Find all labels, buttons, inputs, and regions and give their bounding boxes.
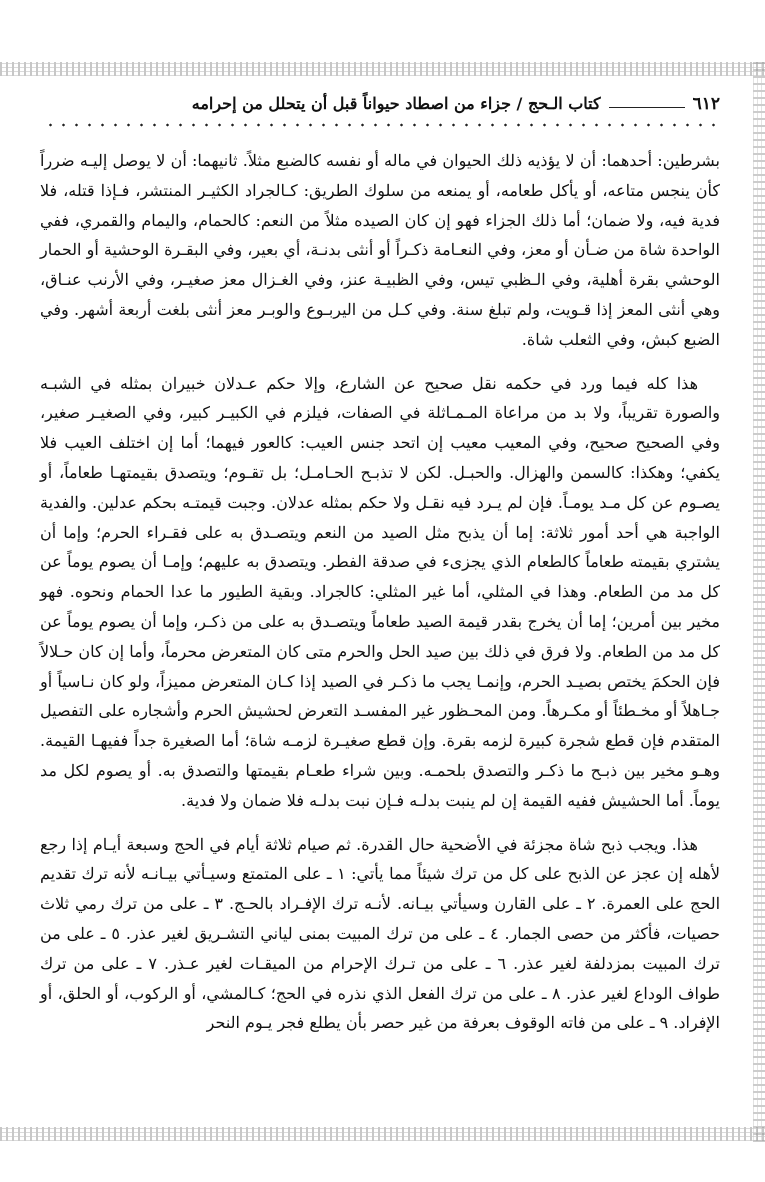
- paragraph-2: هذا كله فيما ورد في حكمه نقل صحيح عن الشارع، وإلا حكم عـدلان خبيران بمثله في الشبـه والصورة تقريباً، ولا بد من مراعاة المـمـاثلة في الصفات، فيلزم في الكبيـر كبير، وفي الصغيـر صغير، وفي الصحيح صحيح، وفي المعيب معيب إن اتحد جنس العيب: كالعور فيهما؛ أما إن اختلف العيب فلا يكفي؛ وهكذا: كالسمن والهزال. والحبـل. لكن لا تذبـح الحـامـل؛ بل تقـوم؛ ويتصدق بقيمتهـا طعاماً، أو يصـوم عن كل مـد يومـاً. فإن لم يـرد فيه نقـل ولا حكم بمثله عدلان. وجبت قيمتـه بحكم عدلين. والفدية الواجبة هي أحد أمور ثلاثة: إما أن يذبح مثل الصيد من النعم ويتصـدق به على فقـراء الحرم؛ وإما أن يشتري بقيمته طعاماً كالطعام الذي يجزىء في صدقة الفطر. ويتصدق به عليهم؛ وإمـا أن يصوم يوماً عن كل مد من الطعام. وهذا في المثلي، أما غير المثلي: كالجراد. وبقية الطيور ما عدا الحمام ونحوه. فهو مخير بين أمرين؛ إما أن يخرج بقدر قيمة الصيد طعاماً ويتصـدق به على من ذكـر، وإما أن يصوم يوماً عن كل مد من الطعام. ولا فرق في ذلك بين صيد الحل والحرم متى كان المتعرض محرماً، وأما إن كان حـلالاً فإن الحكمَ يختص بصيـد الحرم، وإنمـا يجب ما ذكـر في الصيد إذا كـان المتعرض مميزاً، ولو كان نـاسياً أو جـاهلاً أو مخـطئاً أو مكـرهاً. ومن المحـظور غير المفسـد التعرض لحشيش الحرم وأشجاره على التفصيل المتقدم فإن قطع شجرة كبيرة لزمه بقرة. وإن قطع صغيـرة لزمـه شاة؛ أما الصغيرة جداً ففيهـا القيمة. وهـو مخير بين ذبـح ما ذكـر والتصدق بلحمـه. وبين شراء طعـام بقيمتها والتصدق به. أو يصوم لكل مد يوماً. أما الحشيش ففيه القيمة إن لم ينبت بدلـه فـإن نبت بدلـه فلا ضمان ولا فدية.: [40, 373, 720, 810]
- running-head: [40, 92, 720, 116]
- header-rule: [609, 107, 685, 108]
- paragraph-3: هذا. ويجب ذبح شاة مجزئة في الأضحية حال القدرة. ثم صيام ثلاثة أيام في الحج وسبعة أيـام إذا رجع لأهله إن عجز عن الذبح على كل من ترك شيئاً مما يأتي: ١ ـ على المتمتع وسيـأتي بيـانـه لأنه ترك تقديم الحج على العمرة. ٢ ـ على القارن وسيأتي بيـانه. لأنـه ترك الإفـراد بالحـج. ٣ ـ على من ترك رمي ثلاث حصيات، فأكثر من حصى الجمار. ٤ ـ على من ترك المبيت بمنى لياني التشـريق لغير عذر. ٥ ـ على من ترك المبيت بمزدلفة لغير عذر. ٦ ـ على من تـرك الإحرام من الميقـات لغير عـذر. ٧ ـ على من ترك طواف الوداع لغير عذر. ٨ ـ على من ترك الفعل الذي نذره في الحج؛ كـالمشي، أو الركوب، أو الحلق، أو الإفراد. ٩ ـ على من فاته الوقوف بعرفة من غير حصر بأن يطلع فجر يـوم النحر: [40, 834, 721, 1033]
- main-text: [40, 146, 720, 1038]
- book-page: [40, 92, 720, 1038]
- running-title: كتاب الـحج / جزاء من اصطاد حيواناً قبل أن يتحلل من إحرامه: [191, 94, 601, 113]
- dotted-separator: [40, 120, 720, 130]
- paragraph-1: بشرطين: أحدهما: أن لا يؤذيه ذلك الحيوان في ماله أو نفسه كالضبع مثلاً. ثانيهما: أن لا يوصل إليـه ضرراً كأن ينجس متاعه، أو يأكل طعامه، أو يمنعه من سلوك الطريق: كـالجراد الكثيـر المنتشر، فـإذا قتله، فلا فدية فيه، ولا ضمان؛ أما ذلك الجزاء فهو إن كان الصيده مثلاً من النعم: كالحمام، واليمام والقمري، ففي الواحدة شاة من ضـأن أو معز، وفي النعـامة ذكـراً أو أنثى بدنـة، أي بعير، وفي البقـرة الوحشية أو الحمار الوحشي بقرة أهلية، وفي الـظبي تيس، وفي الظبيـة عنز، وفي الغـزال معز صغيـر، وفي الأرنب عنـاق، وهي أنثى المعز إذا قـويت، ولم تبلغ سنة. وفي كـل من اليربـوع والوبـر معز أنثى بلغت أربعة أشهر. وفي الضبع كبش، وفي الثعلب شاة.: [40, 151, 721, 349]
- page-number: ٦١٢: [692, 94, 720, 114]
- bottom-ornament-border: [0, 1127, 765, 1141]
- right-ornament-border: [753, 62, 765, 1142]
- top-ornament-border: [0, 62, 765, 76]
